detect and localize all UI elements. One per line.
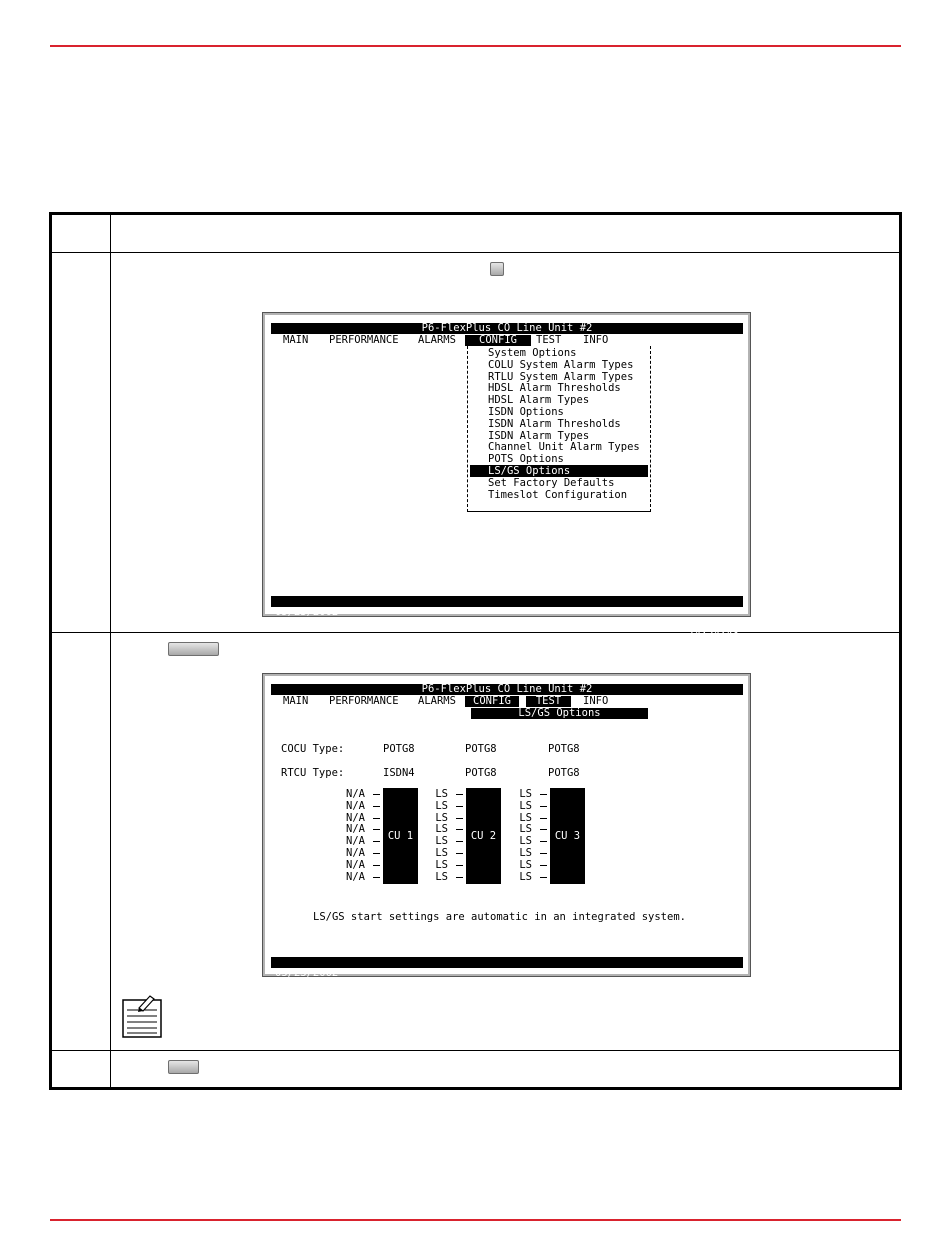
menu-alarms[interactable]: ALARMS [418, 334, 456, 346]
status-date: 05/23/2002 [275, 606, 339, 618]
rtcu-type-value: POTG8 [465, 767, 497, 779]
step-column-divider [110, 215, 111, 1087]
config-menu-item[interactable]: POTS Options [488, 453, 564, 466]
config-menu-item[interactable]: RTLU System Alarm Types [488, 370, 634, 383]
screen-title: P6-FlexPlus CO Line Unit #2 [421, 683, 593, 695]
cocu-type-value: POTG8 [465, 743, 497, 755]
pin-connector [540, 877, 547, 878]
info-message: LS/GS start settings are automatic in an integrated system. [313, 911, 686, 923]
start-setting-label: LS [435, 799, 448, 812]
start-setting-label: N/A [346, 788, 365, 800]
dropdown-right-border [650, 346, 651, 512]
screen-title-bar [271, 323, 743, 334]
pin-connector [456, 865, 463, 866]
channel-unit-block: CU 2 [466, 788, 501, 884]
start-setting-label: LS [435, 835, 448, 848]
channel-unit-block: CU 1 [383, 788, 418, 884]
header-row-divider [52, 252, 899, 253]
config-menu-item[interactable]: System Options [488, 347, 577, 359]
config-menu-item[interactable]: Channel Unit Alarm Types [488, 441, 640, 454]
start-setting-label: N/A [346, 870, 365, 883]
menu-performance[interactable]: PERFORMANCE [329, 334, 399, 346]
rtcu-type-label: RTCU Type: [281, 767, 345, 779]
start-setting-label: LS [519, 823, 532, 836]
pin-connector [373, 829, 380, 830]
pin-connector [373, 818, 380, 819]
start-setting-label: N/A [346, 847, 365, 859]
menu-performance[interactable]: PERFORMANCE [329, 695, 399, 707]
start-setting-label: LS [519, 811, 532, 824]
menu-config[interactable]: CONFIG [465, 335, 531, 346]
config-menu-item[interactable]: Timeslot Configuration [488, 488, 628, 501]
pin-connector [456, 818, 463, 819]
pin-connector [373, 806, 380, 807]
status-time: 14:24:43 [688, 628, 739, 640]
start-setting-label: LS [435, 847, 448, 859]
menu-alarms[interactable]: ALARMS [418, 695, 456, 707]
dropdown-bottom-border [468, 511, 650, 512]
notepad-icon [122, 994, 162, 1038]
rtcu-type-value: ISDN4 [383, 767, 415, 779]
pin-connector [456, 877, 463, 878]
start-setting-label: LS [435, 858, 448, 871]
pin-connector [373, 841, 380, 842]
start-setting-label: LS [519, 847, 532, 859]
config-menu-item[interactable]: ISDN Alarm Thresholds [488, 417, 621, 430]
pin-connector [456, 853, 463, 854]
row-divider [52, 632, 899, 633]
config-menu-item[interactable]: LS/GS Options [470, 465, 648, 477]
pin-connector [456, 806, 463, 807]
start-setting-label: N/A [346, 823, 365, 836]
config-menu-item[interactable]: Set Factory Defaults [488, 476, 615, 489]
menu-info[interactable]: INFO [583, 695, 609, 707]
keyboard-key-icon [168, 642, 219, 656]
status-time: 13:53:51 [688, 989, 739, 1001]
start-setting-label: LS [435, 823, 448, 836]
start-setting-label: LS [435, 788, 448, 800]
pin-connector [456, 841, 463, 842]
keyboard-key-icon [168, 1060, 199, 1074]
submenu-title: LS/GS Options [471, 708, 648, 719]
footer-rule [50, 1219, 901, 1221]
status-system-id: System ID: P6-FlexPlus [447, 978, 587, 990]
terminal-screen-config-menu [263, 313, 750, 640]
start-setting-label: N/A [346, 835, 365, 848]
config-menu-item[interactable]: ISDN Alarm Types [488, 429, 590, 442]
config-menu-item[interactable]: HDSL Alarm Types [488, 394, 590, 407]
status-bar [271, 596, 743, 640]
terminal-screen-lsgs-options [263, 674, 750, 1001]
start-setting-label: LS [519, 788, 532, 800]
channel-unit-block: CU 3 [550, 788, 585, 884]
row-divider [52, 1050, 899, 1051]
header-rule [50, 45, 901, 47]
status-system-id: System ID: P6-FlexPlus [447, 617, 587, 629]
menu-main[interactable]: MAIN [283, 695, 309, 707]
menu-test[interactable]: TEST [536, 334, 562, 346]
config-menu-item[interactable]: HDSL Alarm Thresholds [488, 382, 621, 395]
pin-connector [540, 829, 547, 830]
start-setting-label: LS [519, 799, 532, 812]
pin-connector [540, 806, 547, 807]
menu-main[interactable]: MAIN [283, 334, 309, 346]
pin-connector [373, 794, 380, 795]
start-setting-label: LS [519, 870, 532, 883]
start-setting-label: LS [519, 858, 532, 871]
pin-connector [456, 829, 463, 830]
pin-connector [456, 794, 463, 795]
pin-connector [373, 853, 380, 854]
start-setting-label: LS [519, 835, 532, 848]
rtcu-type-value: POTG8 [548, 767, 580, 779]
start-setting-label: LS [435, 870, 448, 883]
dropdown-left-border [467, 346, 468, 512]
keyboard-key-icon [490, 262, 504, 276]
pin-connector [540, 865, 547, 866]
pin-connector [540, 841, 547, 842]
start-setting-label: N/A [346, 811, 365, 824]
cocu-type-value: POTG8 [383, 743, 415, 755]
pin-connector [373, 877, 380, 878]
config-menu-item[interactable]: ISDN Options [488, 406, 564, 418]
menu-test[interactable]: TEST [526, 696, 571, 707]
start-setting-label: N/A [346, 858, 365, 871]
pin-connector [540, 818, 547, 819]
start-setting-label: N/A [346, 799, 365, 812]
pin-connector [373, 865, 380, 866]
screen-title-bar [271, 684, 743, 695]
config-menu-item[interactable]: COLU System Alarm Types [488, 358, 634, 371]
menu-info[interactable]: INFO [583, 334, 609, 346]
cocu-type-value: POTG8 [548, 743, 580, 755]
start-setting-label: LS [435, 811, 448, 824]
status-date: 05/23/2002 [275, 967, 339, 979]
pin-connector [540, 853, 547, 854]
menu-config[interactable]: CONFIG [465, 696, 519, 707]
status-bar [271, 957, 743, 1001]
pin-connector [540, 794, 547, 795]
screen-title: P6-FlexPlus CO Line Unit #2 [421, 322, 593, 334]
cocu-type-label: COCU Type: [281, 743, 345, 755]
